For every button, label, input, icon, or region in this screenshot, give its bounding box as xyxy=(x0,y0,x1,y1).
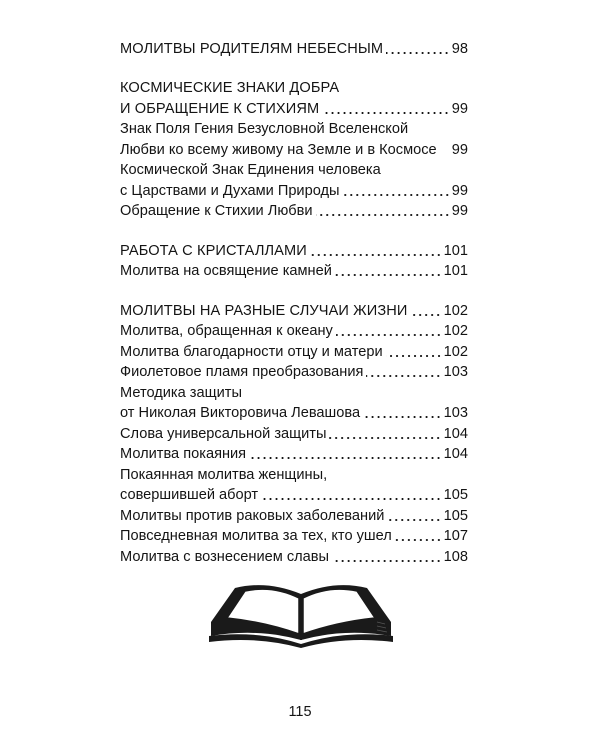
toc-page-number: 99 xyxy=(451,203,468,219)
dot-leader xyxy=(335,274,442,276)
toc-entry[interactable] xyxy=(120,423,468,444)
toc-entry-title-line2: с Царствами и Духами Природы xyxy=(120,182,340,199)
toc-page-number: 98 xyxy=(451,40,468,57)
toc-entry-title: Фиолетовое пламя преобразования xyxy=(120,364,364,380)
toc-entry[interactable] xyxy=(120,201,468,222)
toc-entry[interactable] xyxy=(120,139,468,160)
dot-leader xyxy=(363,416,442,418)
page-number: 115 xyxy=(288,704,312,720)
toc-entry-title: Молитва на освящение камней xyxy=(120,263,332,279)
toc-entry[interactable] xyxy=(120,180,468,201)
toc-entry-title: Молитва, обращенная к океану xyxy=(120,323,333,339)
dot-leader xyxy=(386,355,442,357)
dot-leader xyxy=(310,254,442,256)
toc-entry[interactable] xyxy=(120,526,468,547)
toc-entry-line xyxy=(120,382,468,403)
toc-entry[interactable] xyxy=(120,403,468,424)
toc-page-number: 102 xyxy=(443,323,468,339)
toc-section-title: МОЛИТВЫ РОДИТЕЛЯМ НЕБЕСНЫМ xyxy=(120,40,384,57)
toc-entry[interactable] xyxy=(120,505,468,526)
toc-page-number: 101 xyxy=(443,242,468,259)
toc-page-number: 99 xyxy=(451,141,468,158)
toc-entry-title: Слова универсальной защиты xyxy=(120,425,327,442)
dot-leader xyxy=(322,112,450,114)
toc-page-number: 105 xyxy=(443,507,468,524)
toc-entry[interactable] xyxy=(120,321,468,342)
toc-entry-title: Молитва благодарности отцу и матери xyxy=(120,343,383,360)
dot-leader xyxy=(332,560,442,562)
dot-leader xyxy=(316,214,450,216)
toc-entry[interactable] xyxy=(120,261,468,282)
toc-page-number: 104 xyxy=(443,446,468,462)
toc-entry-title-line2: от Николая Викторовича Левашова xyxy=(120,405,361,421)
toc-entry-line xyxy=(120,119,468,140)
toc-section-title-line1: КОСМИЧЕСКИЕ ЗНАКИ ДОБРА xyxy=(120,80,340,96)
toc-entry-title: Молитва с вознесением славы xyxy=(120,548,329,565)
toc-entry-title-line1: Методика защиты xyxy=(120,384,242,401)
toc-entry-title: Молитвы против раковых заболеваний xyxy=(120,507,385,524)
toc-page-number: 107 xyxy=(443,528,468,544)
toc-page-number: 101 xyxy=(443,263,468,279)
dot-leader xyxy=(261,498,442,500)
toc-entry-title: Повседневная молитва за тех, кто ушел xyxy=(120,528,392,544)
toc-entry[interactable] xyxy=(120,485,468,506)
toc-section-title-line2: И ОБРАЩЕНИЕ К СТИХИЯМ xyxy=(120,100,320,117)
table-of-contents xyxy=(120,38,468,567)
toc-entry-title: Молитва покаяния xyxy=(120,446,247,462)
toc-section-title: РАБОТА С КРИСТАЛЛАМИ xyxy=(120,242,307,259)
toc-page-number: 99 xyxy=(451,182,468,199)
toc-page-number: 103 xyxy=(443,405,468,421)
dot-leader xyxy=(336,334,442,336)
dot-leader xyxy=(386,52,450,54)
toc-entry[interactable] xyxy=(120,546,468,567)
toc-entry-title-line1: Покаянная молитва женщины, xyxy=(120,466,328,483)
toc-entry-title-line2: совершившей аборт xyxy=(120,487,259,503)
toc-entry-title-line2: Любви ко всему живому на Земле и в Космосе xyxy=(120,141,437,158)
toc-section-heading[interactable] xyxy=(120,240,468,261)
open-book-icon xyxy=(205,578,397,650)
toc-section-heading-line xyxy=(120,78,468,99)
toc-entry-title-line1: Космической Знак Единения человека xyxy=(120,162,381,178)
toc-entry[interactable] xyxy=(120,341,468,362)
toc-page-number: 105 xyxy=(443,487,468,503)
toc-page-number: 103 xyxy=(443,364,468,380)
toc-entry[interactable] xyxy=(120,362,468,383)
toc-section-title: МОЛИТВЫ НА РАЗНЫЕ СЛУЧАИ ЖИЗНИ xyxy=(120,302,408,319)
dot-leader xyxy=(387,519,441,521)
dot-leader xyxy=(440,153,450,155)
toc-entry-title: Обращение к Стихии Любви xyxy=(120,203,313,219)
toc-page-number: 102 xyxy=(443,302,468,319)
dot-leader xyxy=(395,539,442,541)
toc-entry-title-line1: Знак Поля Гения Безусловной Вселенской xyxy=(120,121,409,137)
toc-page-number: 99 xyxy=(451,100,468,117)
toc-section-heading[interactable] xyxy=(120,98,468,119)
toc-entry-line xyxy=(120,160,468,181)
toc-section-heading[interactable] xyxy=(120,38,468,59)
toc-page-number: 108 xyxy=(443,548,468,565)
dot-leader xyxy=(366,375,441,377)
dot-leader xyxy=(329,437,441,439)
dot-leader xyxy=(249,457,442,459)
toc-page-number: 102 xyxy=(443,343,468,360)
toc-page-number: 104 xyxy=(443,425,468,442)
dot-leader xyxy=(410,314,441,316)
toc-entry[interactable] xyxy=(120,444,468,465)
toc-section-heading[interactable] xyxy=(120,300,468,321)
dot-leader xyxy=(343,194,450,196)
toc-entry-line xyxy=(120,464,468,485)
